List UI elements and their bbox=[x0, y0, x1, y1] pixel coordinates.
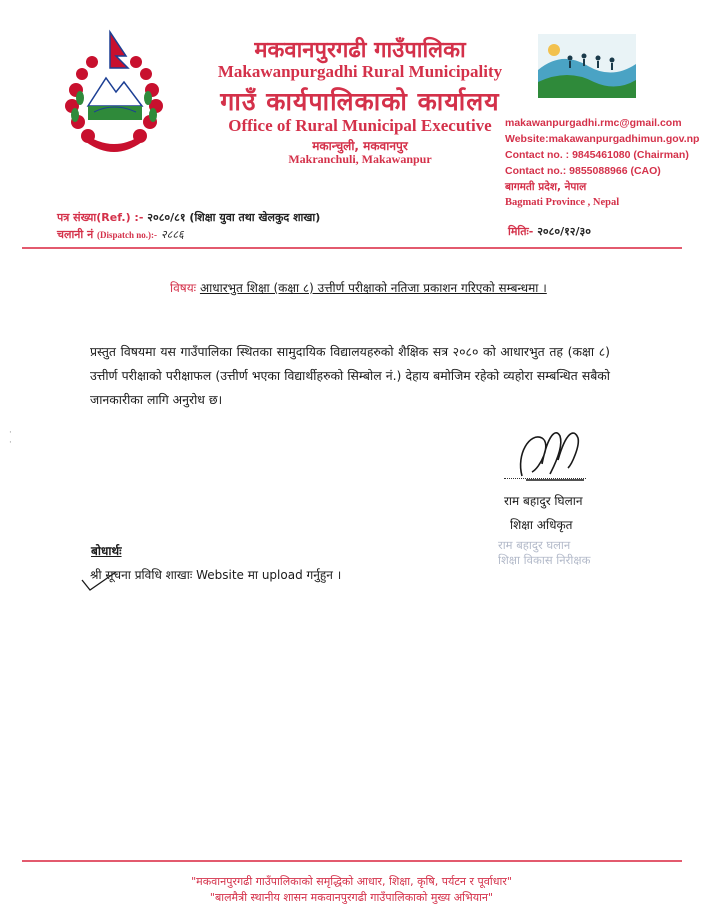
office-name-english: Office of Rural Municipal Executive bbox=[228, 116, 492, 135]
handwritten-signature bbox=[512, 424, 592, 494]
subject-line bbox=[170, 279, 547, 296]
municipality-name-nepali: मकवानपुरगढी गाउँपालिका bbox=[254, 38, 466, 63]
signatory-name: राम बहादुर घिलान bbox=[504, 494, 583, 508]
contact-chairman: Contact no. : 9845461080 (Chairman) bbox=[505, 149, 689, 161]
reference-label: पत्र संख्या(Ref.) :- bbox=[57, 211, 144, 224]
date bbox=[508, 224, 591, 239]
province-english: Bagmati Province , Nepal bbox=[505, 197, 620, 208]
government-emblem bbox=[58, 28, 170, 156]
municipality-name-english: Makawanpurgadhi Rural Municipality bbox=[217, 62, 503, 81]
office-name-nepali: गाउँ कार्यपालिकाको कार्यालय bbox=[220, 87, 500, 116]
subject-label: विषयः bbox=[170, 281, 197, 295]
contact-website: Website:makawanpurgadhimun.gov.np bbox=[505, 133, 700, 145]
stamp-line-1: राम बहादुर घलान bbox=[498, 538, 571, 552]
cc-heading: बोधार्थः bbox=[91, 544, 122, 558]
footer-slogan-2: "बालमैत्री स्थानीय शासन मकवानपुरगढी गाउँपालिकाको मुख्य अभियान" bbox=[209, 891, 494, 904]
official-stamp bbox=[498, 538, 590, 568]
address-english: Makranchuli, Makawanpur bbox=[288, 152, 432, 166]
stamp-line-2: शिक्षा विकास निरीक्षक bbox=[498, 553, 591, 567]
margin-mark: · · bbox=[9, 428, 12, 448]
date-label: मितिः- bbox=[508, 225, 534, 238]
dispatch-label-english: (Dispatch no.):- bbox=[97, 230, 158, 240]
address-nepali: मकान्चुली, मकवानपुर bbox=[312, 139, 408, 153]
signature-dotted-line bbox=[504, 478, 586, 479]
header-divider bbox=[22, 247, 682, 249]
body-paragraph: प्रस्तुत विषयमा यस गाउँपालिका स्थितका सामुदायिक विद्यालयहरुको शैक्षिक सत्र २०८० को आधारभुत तह (कक्षा ८) उत्तीर्ण परीक्षाको परीक्षाफल (उत्तीर्ण भएका विद्यार्थीहरुको सिम्बोल नं.) देहाय बमोजिम रहेको व्यहोरा सम्बन्धित सबैको जानकारीका लागि अनुरोध छ। bbox=[90, 344, 610, 407]
date-value: २०८०/१२/३० bbox=[537, 225, 591, 238]
province-nepali: बागमती प्रदेश, नेपाल bbox=[505, 181, 587, 193]
dispatch-label-nepali: चलानी नं bbox=[57, 228, 94, 241]
contact-cao: Contact no.: 9855088966 (CAO) bbox=[505, 165, 661, 177]
reference-number bbox=[57, 210, 320, 225]
municipality-logo bbox=[532, 30, 642, 102]
dispatch-number bbox=[57, 227, 184, 242]
footer-divider bbox=[22, 860, 682, 862]
footer-slogan-1: "मकवानपुरगढी गाउँपालिकाको समृद्धिको आधार, शिक्षा, कृषि, पर्यटन र पूर्वाधार" bbox=[191, 875, 512, 888]
signatory-title: शिक्षा अधिकृत bbox=[510, 518, 573, 532]
contact-email: makawanpurgadhi.rmc@gmail.com bbox=[505, 117, 682, 129]
subject-text: आधारभुत शिक्षा (कक्षा ८) उत्तीर्ण परीक्षाको नतिजा प्रकाशन गरिएको सम्बन्धमा । bbox=[199, 281, 547, 295]
reference-value: २०८०/८१ (शिक्षा युवा तथा खेलकुद शाखा) bbox=[147, 211, 321, 224]
dispatch-value: २८८६ bbox=[160, 228, 184, 241]
cc-line: श्री सूचना प्रविधि शाखाः Website मा upload गर्नुहुन । bbox=[90, 568, 342, 582]
